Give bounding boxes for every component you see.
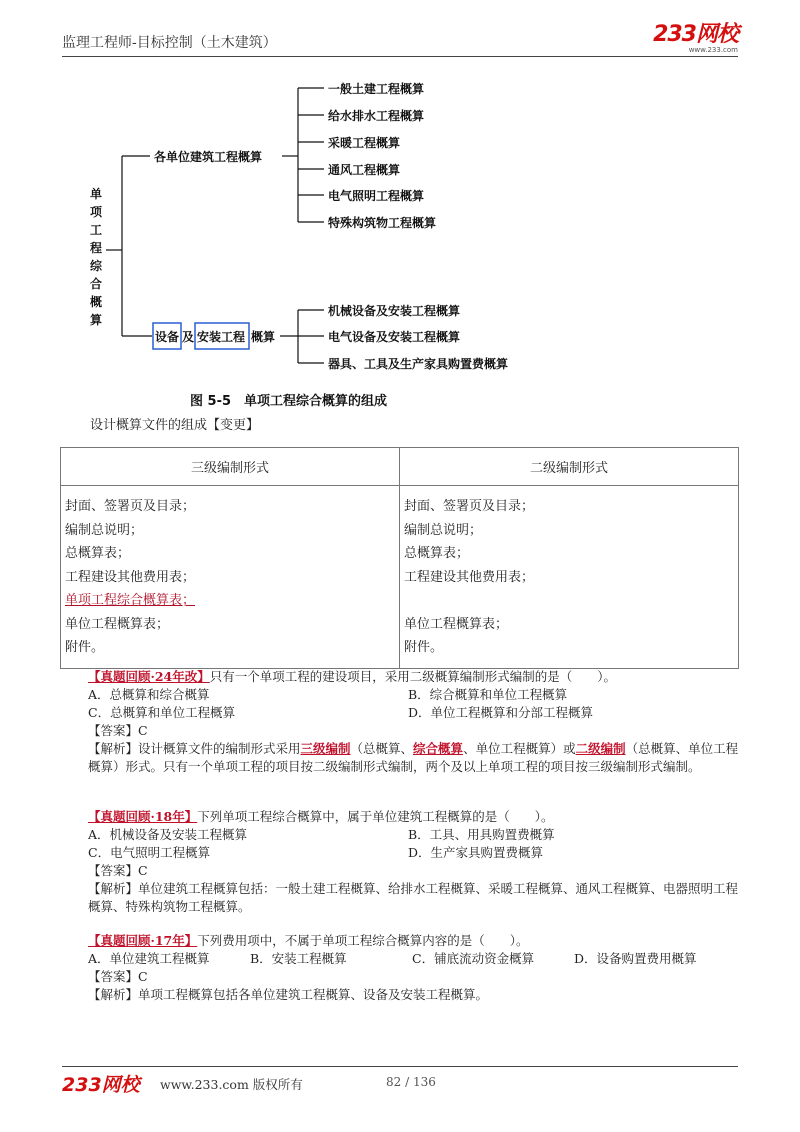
analysis-emphasis: 三级编制	[300, 741, 351, 756]
branch-building-item: 采暖工程概算	[328, 136, 401, 150]
list-item: 编制总说明；	[404, 522, 483, 538]
comparison-table	[60, 447, 739, 669]
analysis-emphasis: 二级编制	[575, 741, 626, 756]
analysis-emphasis: 综合概算	[413, 741, 464, 756]
option-c: C．铺底流动资金概算	[412, 951, 535, 966]
branch-equipment-item: 器具、工具及生产家具购置费概算	[328, 357, 509, 371]
tree-connectors	[106, 88, 324, 363]
header-divider	[62, 56, 738, 57]
root-label	[89, 186, 103, 327]
analysis-text: （总概算、单位工程概算）形式。只有一个单项工程的项目按二级编制形式编制，两个及以上单项工程的项目按三级编制形式编制。	[88, 741, 739, 774]
page-number: 82 / 136	[386, 1075, 436, 1089]
branch-building-item: 电气照明工程概算	[328, 189, 425, 203]
answer: 【答案】C	[88, 863, 148, 878]
branch-equipment-part: 设备	[155, 330, 180, 344]
list-item: 封面、签署页及目录；	[404, 499, 535, 514]
root-char: 合	[90, 277, 103, 291]
table-cell-three-level	[61, 486, 400, 669]
list-item: 总概算表；	[65, 546, 131, 561]
table-cell-two-level	[400, 486, 739, 669]
analysis: 【解析】单项工程概算包括各单位建筑工程概算、设备及安装工程概算。	[88, 987, 489, 1002]
list-item: 总概算表；	[404, 546, 470, 561]
analysis: 【解析】单位建筑工程概算包括：一般土建工程概算、给排水工程概算、采暖工程概算、通风工程概算、电器照明工程概算、特殊构筑物工程概算。	[88, 881, 739, 914]
composition-diagram	[60, 70, 560, 380]
branch-equipment-part: 安装工程	[197, 330, 246, 344]
list-item: 封面、签署页及目录；	[65, 499, 196, 514]
answer: 【答案】C	[88, 969, 148, 984]
option-d: D．单位工程概算和分部工程概算	[408, 705, 594, 720]
list-item: 编制总说明；	[65, 522, 144, 538]
branch-equipment-part: 及	[182, 330, 195, 344]
list-item-empty	[404, 589, 734, 613]
option-b: B．安装工程概算	[250, 951, 347, 966]
footer-copyright: www.233.com 版权所有	[160, 1077, 303, 1092]
root-char: 算	[90, 313, 103, 327]
branch-building-item: 给水排水工程概算	[328, 109, 425, 123]
option-a: A．机械设备及安装工程概算	[88, 827, 248, 842]
brand-logo[interactable]	[653, 24, 738, 54]
root-char: 程	[90, 241, 103, 255]
analysis	[88, 740, 740, 776]
logo-url: www.233.com	[688, 46, 738, 54]
list-item: 工程建设其他费用表；	[65, 569, 196, 585]
branch-equipment-item: 机械设备及安装工程概算	[328, 304, 461, 318]
answer: 【答案】C	[88, 723, 148, 738]
option-a: A．单位建筑工程概算	[88, 951, 210, 966]
table-header-row	[61, 448, 739, 486]
table-header-three-level: 三级编制形式	[61, 448, 400, 486]
question-tag: 【真题回顾·17年】	[88, 933, 198, 948]
question-tag: 【真题回顾·24年改】	[88, 669, 210, 684]
header-title: 监理工程师-目标控制（土木建筑）	[62, 35, 277, 51]
figure-caption: 图 5-5 单项工程综合概算的组成	[190, 394, 388, 409]
option-b: B．工具、用具购置费概算	[408, 827, 555, 842]
question-tag: 【真题回顾·18年】	[88, 809, 198, 824]
root-char: 工	[90, 223, 103, 237]
list-item: 单位工程概算表；	[65, 616, 170, 632]
option-d: D．设备购置费用概算	[574, 951, 697, 966]
question-stem: 下列费用项中，不属于单项工程综合概算内容的是（ ）。	[197, 933, 529, 948]
analysis-text: （总概算、	[350, 741, 414, 756]
list-item-highlight: 单项工程综合概算表；	[65, 593, 196, 608]
question-block-2	[88, 808, 740, 916]
list-item: 附件。	[65, 640, 105, 655]
section-intro: 设计概算文件的组成【变更】	[90, 418, 260, 433]
list-item: 单位工程概算表；	[404, 616, 509, 632]
footer-logo[interactable]: 233网校	[62, 1074, 140, 1096]
question-stem: 下列单项工程综合概算中，属于单位建筑工程概算的是（ ）。	[197, 809, 554, 824]
question-stem: 只有一个单项工程的建设项目，采用二级概算编制形式编制的是（ ）。	[209, 669, 617, 684]
option-a: A．总概算和综合概算	[88, 687, 210, 702]
analysis-text: 、单位工程概算）或	[463, 741, 576, 756]
list-item: 工程建设其他费用表；	[404, 569, 535, 585]
root-char: 单	[90, 187, 103, 201]
branch-building-label: 各单位建筑工程概算	[154, 150, 263, 164]
root-char: 概	[90, 295, 103, 309]
option-c: C．总概算和单位工程概算	[88, 705, 236, 720]
root-char: 项	[90, 205, 103, 219]
root-char: 综	[90, 259, 103, 273]
footer-divider	[62, 1066, 738, 1067]
logo-text: 233网校	[653, 22, 738, 47]
question-block-3	[88, 932, 740, 1004]
branch-building-item: 通风工程概算	[328, 163, 401, 177]
branch-equipment-part: 概算	[251, 330, 276, 344]
option-c: C．电气照明工程概算	[88, 845, 211, 860]
analysis-text: 【解析】设计概算文件的编制形式采用	[88, 741, 301, 756]
list-item: 附件。	[404, 640, 444, 655]
table-header-two-level: 二级编制形式	[400, 448, 739, 486]
branch-building-item: 一般土建工程概算	[328, 82, 425, 96]
question-block-1	[88, 668, 740, 776]
branch-building-item: 特殊构筑物工程概算	[328, 216, 437, 230]
option-d: D．生产家具购置费概算	[408, 845, 544, 860]
table-row	[61, 486, 739, 669]
option-b: B．综合概算和单位工程概算	[408, 687, 568, 702]
branch-equipment-item: 电气设备及安装工程概算	[328, 330, 461, 344]
